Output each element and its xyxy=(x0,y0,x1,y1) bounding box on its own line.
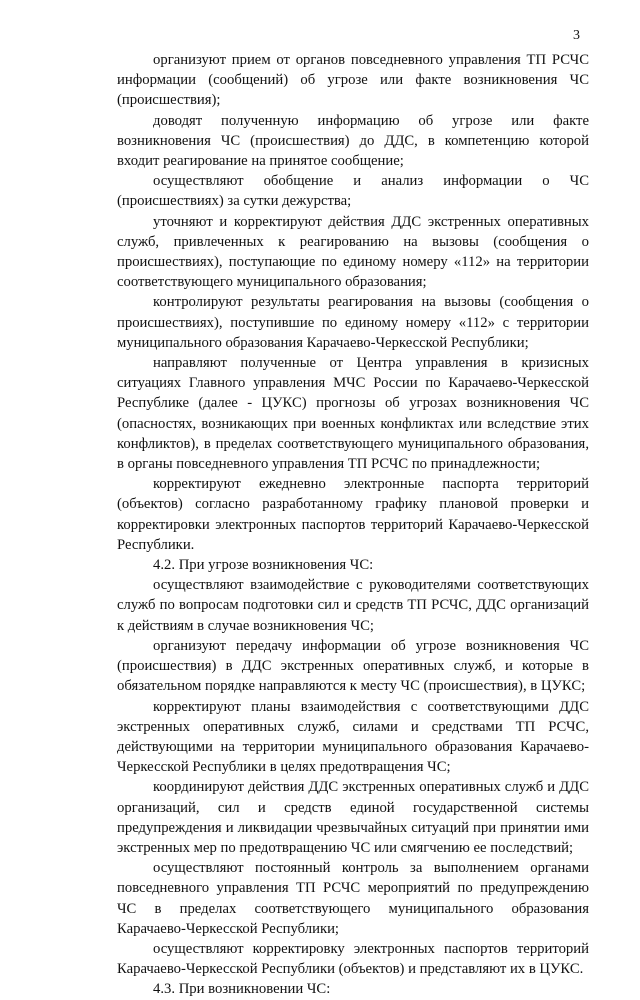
section-heading: 4.2. При угрозе возникновения ЧС: xyxy=(153,557,374,574)
paragraph: корректируют планы взаимодействия с соответствующими ДДС экстренных оперативных служб, силами и средствами ТП РСЧС, действующими на территории муниципального образования Карачаево-Черкесской Республики в целях предотвращения ЧС; xyxy=(117,698,589,776)
paragraph: контролируют результаты реагирования на вызовы (сообщения о происшествиях), поступившие по единому номеру «112» с территории муниципального образования Карачаево-Черкесской Республики; xyxy=(117,294,589,351)
paragraph: корректируют ежедневно электронные паспорта территорий (объектов) согласно разработанному графику плановой проверки и корректировки электронных паспортов территорий Карачаево-Черкесской Республики. xyxy=(117,476,589,553)
paragraph: организуют прием от органов повседневного управления ТП РСЧС информации (сообщений) об угрозе или факте возникновения ЧС (происшествия); xyxy=(117,52,589,109)
paragraph: координируют действия ДДС экстренных оперативных служб и ДДС организаций, сил и средств единой государственной системы предупреждения и ликвидации чрезвычайных ситуаций при принятии ими экстренных мер по предотвращению ЧС или смягчению ее последствий; xyxy=(117,779,589,856)
paragraph: осуществляют корректировку электронных паспортов территорий Карачаево-Черкесской Республики (объектов) и представляют их в ЦУКС. xyxy=(117,940,589,978)
paragraph: осуществляют постоянный контроль за выполнением органами повседневного управления ТП РСЧС мероприятий по предупреждению ЧС в пределах соответствующего муниципального образования Карачаево-Черкесской Республики; xyxy=(117,860,589,937)
paragraph: доводят полученную информацию об угрозе или факте возникновения ЧС (происшествия) до ДДС, в компетенцию которой входит реагирование на принятое сообщение; xyxy=(117,112,589,170)
paragraph: осуществляют взаимодействие с руководителями соответствующих служб по вопросам подготовки сил и средств ТП РСЧС, ДДС организаций к действиям в случае возникновения ЧС; xyxy=(117,577,589,634)
section-heading: 4.3. При возникновении ЧС: xyxy=(153,981,331,998)
paragraph: организуют передачу информации об угрозе возникновения ЧС (происшествия) в ДДС экстренных оперативных служб, и которые в обязательном порядке направляются к месту ЧС (происшествия), в ЦУКС; xyxy=(117,637,589,695)
paragraph: осуществляют обобщение и анализ информации о ЧС (происшествиях) за сутки дежурства; xyxy=(117,173,589,210)
paragraph: уточняют и корректируют действия ДДС экстренных оперативных служб, привлеченных к реагированию на вызовы (сообщения о происшествиях), поступающие по единому номеру «112» на территории соответствующего муниципального образования; xyxy=(117,213,589,291)
paragraph: направляют полученные от Центра управления в кризисных ситуациях Главного управления МЧС России по Карачаево-Черкесской Республике (далее - ЦУКС) прогнозы об угрозах возникновения ЧС (опасностях, возникающих при военных конфликтах или вследствие этих конфликтов), в пределах соответствующего муниципального образования, в органы повседневного управления ТП РСЧС по принадлежности; xyxy=(117,355,589,473)
page-number: 3 xyxy=(573,28,580,43)
document-body xyxy=(117,50,589,1000)
